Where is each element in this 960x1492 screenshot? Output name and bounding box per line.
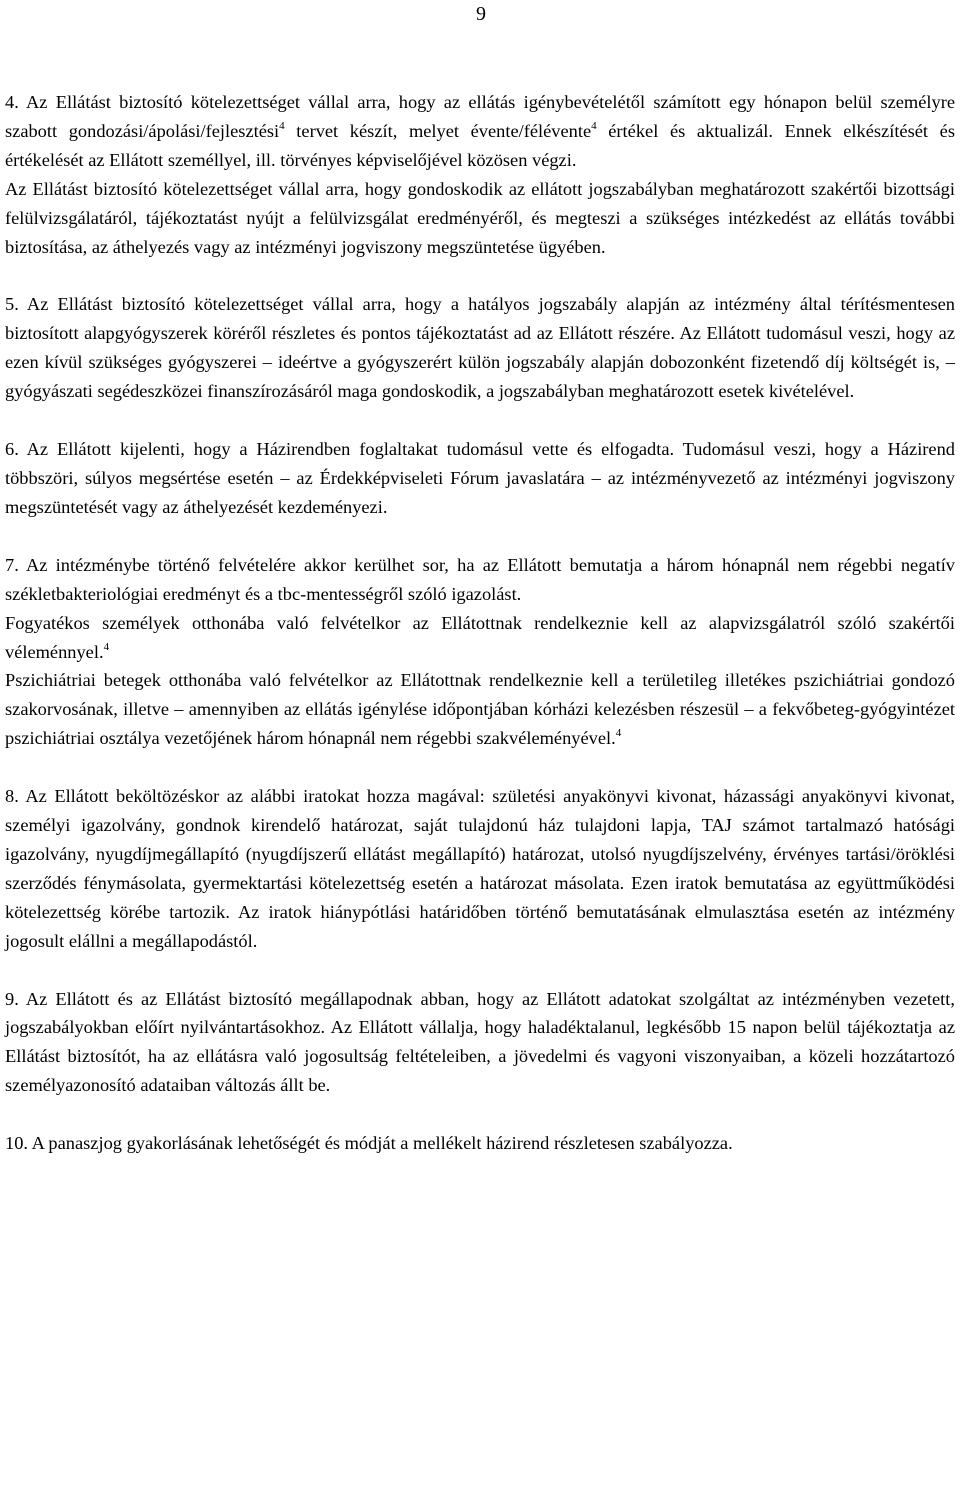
section-4 bbox=[5, 88, 955, 261]
paragraph bbox=[5, 88, 955, 175]
paragraph-text: 5. Az Ellátást biztosító kötelezettséget vállal arra, hogy a hatályos jogszabály alapján az intézmény által térítésmentesen biztosított alapgyógyszerek köréről részletes és pontos tájékoztatást ad az Ellátott részére. Az Ellátott tudomásul veszi, hogy az ezen kívül szükséges gyógyszerei – ideértve a gyógyszerért külön jogszabály alapján dobozonként fizetendő díj költségét is, – gyógyászati segédeszközei finanszírozásáról maga gondoskodik, a jogszabályban meghatározott esetek kivételével. bbox=[5, 294, 955, 402]
paragraph-text: Pszichiátriai betegek otthonába való felvételkor az Ellátottnak rendelkeznie kell a területileg illetékes pszichiátriai gondozó szakorvosának, illetve – amennyiben az ellátás igénylése időpontjában kórházi kelezésben részesül – a fekvőbeteg-gyógyintézet pszichiátriai osztálya vezetőjének három hónapnál nem régebbi szakvéleményével. bbox=[5, 670, 955, 749]
section-10 bbox=[5, 1129, 955, 1158]
paragraph bbox=[5, 666, 955, 753]
paragraph-text: Az Ellátást biztosító kötelezettséget vállal arra, hogy gondoskodik az ellátott jogszabályban meghatározott szakértői bizottsági felülvizsgálatáról, tájékoztatást nyújt a felülvizsgálat eredményéről, és megteszi a szükséges intézkedést az ellátás további biztosítása, az áthelyezés vagy az intézményi jogviszony megszüntetése ügyében. bbox=[5, 178, 955, 257]
footnote-ref: 4 bbox=[279, 119, 285, 132]
section-5 bbox=[5, 290, 955, 406]
paragraph bbox=[5, 175, 955, 262]
paragraph bbox=[5, 609, 955, 667]
footnote-ref: 4 bbox=[615, 727, 622, 740]
paragraph-text: 6. Az Ellátott kijelenti, hogy a Házirendben foglaltakat tudomásul vette és elfogadta. Tudomásul veszi, hogy a Házirend többszöri, súlyos megsértése esetén – az Érdekképviseleti Fórum javaslatára – az intézményvezető az intézményi jogviszony megszüntetését vagy az áthelyezését kezdeményezi. bbox=[5, 439, 955, 517]
section-9 bbox=[5, 985, 955, 1101]
paragraph-text: 7. Az intézménybe történő felvételére akkor kerülhet sor, ha az Ellátott bemutatja a három hónapnál nem régebbi negatív székletbakteriológiai eredményt és a tbc-mentességről szóló igazolást. bbox=[5, 554, 955, 604]
paragraph bbox=[5, 551, 955, 609]
page-number: 9 bbox=[476, 3, 486, 25]
section-8 bbox=[5, 782, 955, 955]
section-7 bbox=[5, 551, 955, 753]
paragraph-text: 8. Az Ellátott beköltözéskor az alábbi iratokat hozza magával: születési anyakönyvi kivonat, házassági anyakönyvi kivonat, személyi igazolvány, gondnok kirendelő határozat, saját tulajdonú ház tulajdoni lapja, TAJ számot tartalmazó hatósági igazolvány, nyugdíjmegállapító (nyugdíjszerű ellátást megállapító) határozat, utolsó nyugdíjszelvény, érvényes tartási/öröklési szerződés fénymásolata, gyermektartási kötelezettség esetén a határozat másolata. Ezen iratok bemutatása az együttműködési kötelezettség körébe tartozik. Az iratok hiánypótlási határidőben történő bemutatásának elmulasztása esetén az intézmény jogosult elállni a megállapodástól. bbox=[5, 786, 955, 951]
paragraph bbox=[5, 435, 955, 522]
document-body bbox=[5, 88, 955, 1158]
paragraph-text: Fogyatékos személyek otthonába való felvételkor az Ellátottnak rendelkeznie kell az alapvizsgálatról szóló szakértői véleménnyel. bbox=[5, 612, 955, 662]
paragraph bbox=[5, 782, 955, 955]
paragraph bbox=[5, 1129, 955, 1158]
paragraph bbox=[5, 290, 955, 406]
paragraph-text: 4. Az Ellátást biztosító kötelezettséget vállal arra, hogy az ellátás igénybevételétől számított egy hónapon belül személyre szabott gondozási/ápolási/fejlesztési bbox=[5, 92, 955, 141]
paragraph-text: 10. A panaszjog gyakorlásának lehetőségét és módját a mellékelt házirend részletesen szabályozza. bbox=[5, 1133, 733, 1154]
footnote-ref: 4 bbox=[103, 640, 110, 653]
paragraph-text: értékel és aktualizál. Ennek elkészítését és értékelését az Ellátott személlyel, ill. törvényes képviselőjével közösen végzi. bbox=[5, 120, 955, 170]
paragraph-text: 9. Az Ellátott és az Ellátást biztosító megállapodnak abban, hogy az Ellátott adatokat szolgáltat az intézményben vezetett, jogszabályokban előírt nyilvántartásokhoz. Az Ellátott vállalja, hogy haladéktalanul, legkésőbb 15 napon belül tájékoztatja az Ellátást biztosítót, ha az ellátásra való jogosultság feltételeiben, a jövedelmi és vagyoni viszonyaiban, a közeli hozzátartozó személyazonosító adataiban változás állt be. bbox=[5, 988, 955, 1096]
section-6 bbox=[5, 435, 955, 522]
paragraph-text: tervet készít, melyet évente/félévente bbox=[284, 120, 592, 141]
paragraph bbox=[5, 985, 955, 1101]
footnote-ref: 4 bbox=[591, 119, 597, 132]
